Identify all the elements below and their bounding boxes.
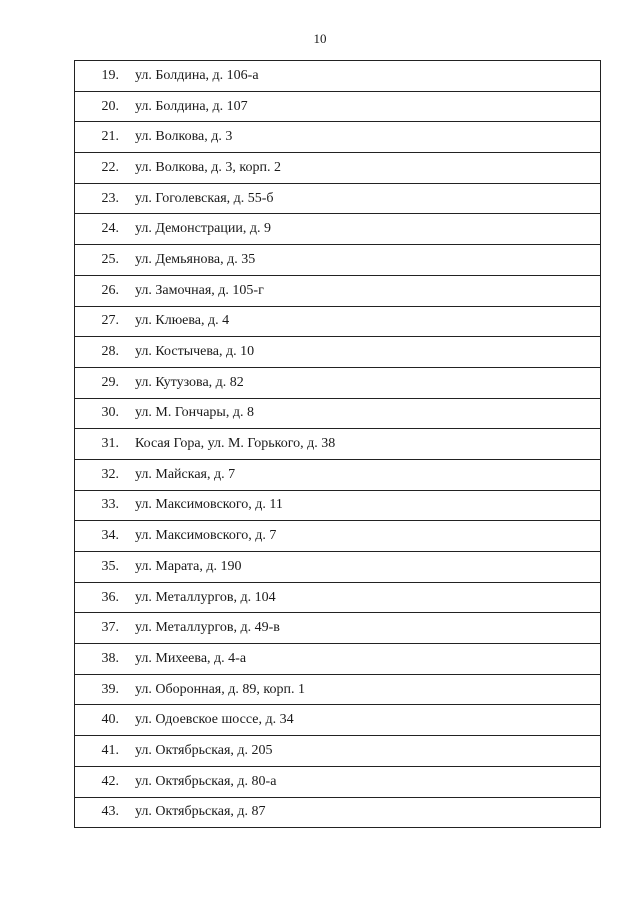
row-number: 37.	[75, 613, 126, 644]
row-address: ул. Металлургов, д. 49-в	[125, 613, 601, 644]
address-table-body	[75, 61, 601, 828]
table-row	[75, 459, 601, 490]
row-number: 24.	[75, 214, 126, 245]
table-row	[75, 582, 601, 613]
table-row	[75, 367, 601, 398]
table-row	[75, 797, 601, 828]
row-address: ул. Клюева, д. 4	[125, 306, 601, 337]
table-row	[75, 644, 601, 675]
row-number: 33.	[75, 490, 126, 521]
table-row	[75, 766, 601, 797]
row-number: 31.	[75, 429, 126, 460]
row-number: 42.	[75, 766, 126, 797]
row-number: 22.	[75, 153, 126, 184]
row-number: 23.	[75, 183, 126, 214]
row-address: ул. Демьянова, д. 35	[125, 245, 601, 276]
table-row	[75, 153, 601, 184]
table-row	[75, 429, 601, 460]
row-address: ул. Марата, д. 190	[125, 552, 601, 583]
row-number: 39.	[75, 674, 126, 705]
row-number: 21.	[75, 122, 126, 153]
table-row	[75, 705, 601, 736]
row-address: Косая Гора, ул. М. Горького, д. 38	[125, 429, 601, 460]
row-address: ул. Болдина, д. 106-а	[125, 61, 601, 92]
row-number: 25.	[75, 245, 126, 276]
row-number: 19.	[75, 61, 126, 92]
row-number: 27.	[75, 306, 126, 337]
row-address: ул. Болдина, д. 107	[125, 91, 601, 122]
table-row	[75, 736, 601, 767]
row-number: 28.	[75, 337, 126, 368]
row-address: ул. М. Гончары, д. 8	[125, 398, 601, 429]
row-address: ул. Костычева, д. 10	[125, 337, 601, 368]
table-row	[75, 61, 601, 92]
table-row	[75, 398, 601, 429]
row-number: 36.	[75, 582, 126, 613]
row-address: ул. Октябрьская, д. 80-а	[125, 766, 601, 797]
table-row	[75, 214, 601, 245]
table-row	[75, 490, 601, 521]
row-address: ул. Октябрьская, д. 205	[125, 736, 601, 767]
table-row	[75, 552, 601, 583]
table-row	[75, 245, 601, 276]
row-address: ул. Михеева, д. 4-а	[125, 644, 601, 675]
table-row	[75, 337, 601, 368]
row-address: ул. Кутузова, д. 82	[125, 367, 601, 398]
row-number: 30.	[75, 398, 126, 429]
page-number: 10	[313, 31, 327, 46]
table-row	[75, 521, 601, 552]
row-address: ул. Одоевское шоссе, д. 34	[125, 705, 601, 736]
row-address: ул. Гоголевская, д. 55-б	[125, 183, 601, 214]
row-number: 38.	[75, 644, 126, 675]
table-row	[75, 122, 601, 153]
row-address: ул. Металлургов, д. 104	[125, 582, 601, 613]
row-address: ул. Оборонная, д. 89, корп. 1	[125, 674, 601, 705]
row-address: ул. Волкова, д. 3	[125, 122, 601, 153]
table-row	[75, 91, 601, 122]
table-row	[75, 183, 601, 214]
row-address: ул. Максимовского, д. 11	[125, 490, 601, 521]
row-number: 26.	[75, 275, 126, 306]
row-address: ул. Максимовского, д. 7	[125, 521, 601, 552]
table-row	[75, 613, 601, 644]
table-row	[75, 306, 601, 337]
row-address: ул. Октябрьская, д. 87	[125, 797, 601, 828]
row-number: 35.	[75, 552, 126, 583]
table-row	[75, 674, 601, 705]
table-row	[75, 275, 601, 306]
row-number: 41.	[75, 736, 126, 767]
row-address: ул. Демонстрации, д. 9	[125, 214, 601, 245]
row-address: ул. Волкова, д. 3, корп. 2	[125, 153, 601, 184]
row-number: 40.	[75, 705, 126, 736]
address-table	[74, 60, 601, 828]
row-address: ул. Майская, д. 7	[125, 459, 601, 490]
row-number: 32.	[75, 459, 126, 490]
row-number: 43.	[75, 797, 126, 828]
row-address: ул. Замочная, д. 105-г	[125, 275, 601, 306]
row-number: 34.	[75, 521, 126, 552]
row-number: 20.	[75, 91, 126, 122]
row-number: 29.	[75, 367, 126, 398]
